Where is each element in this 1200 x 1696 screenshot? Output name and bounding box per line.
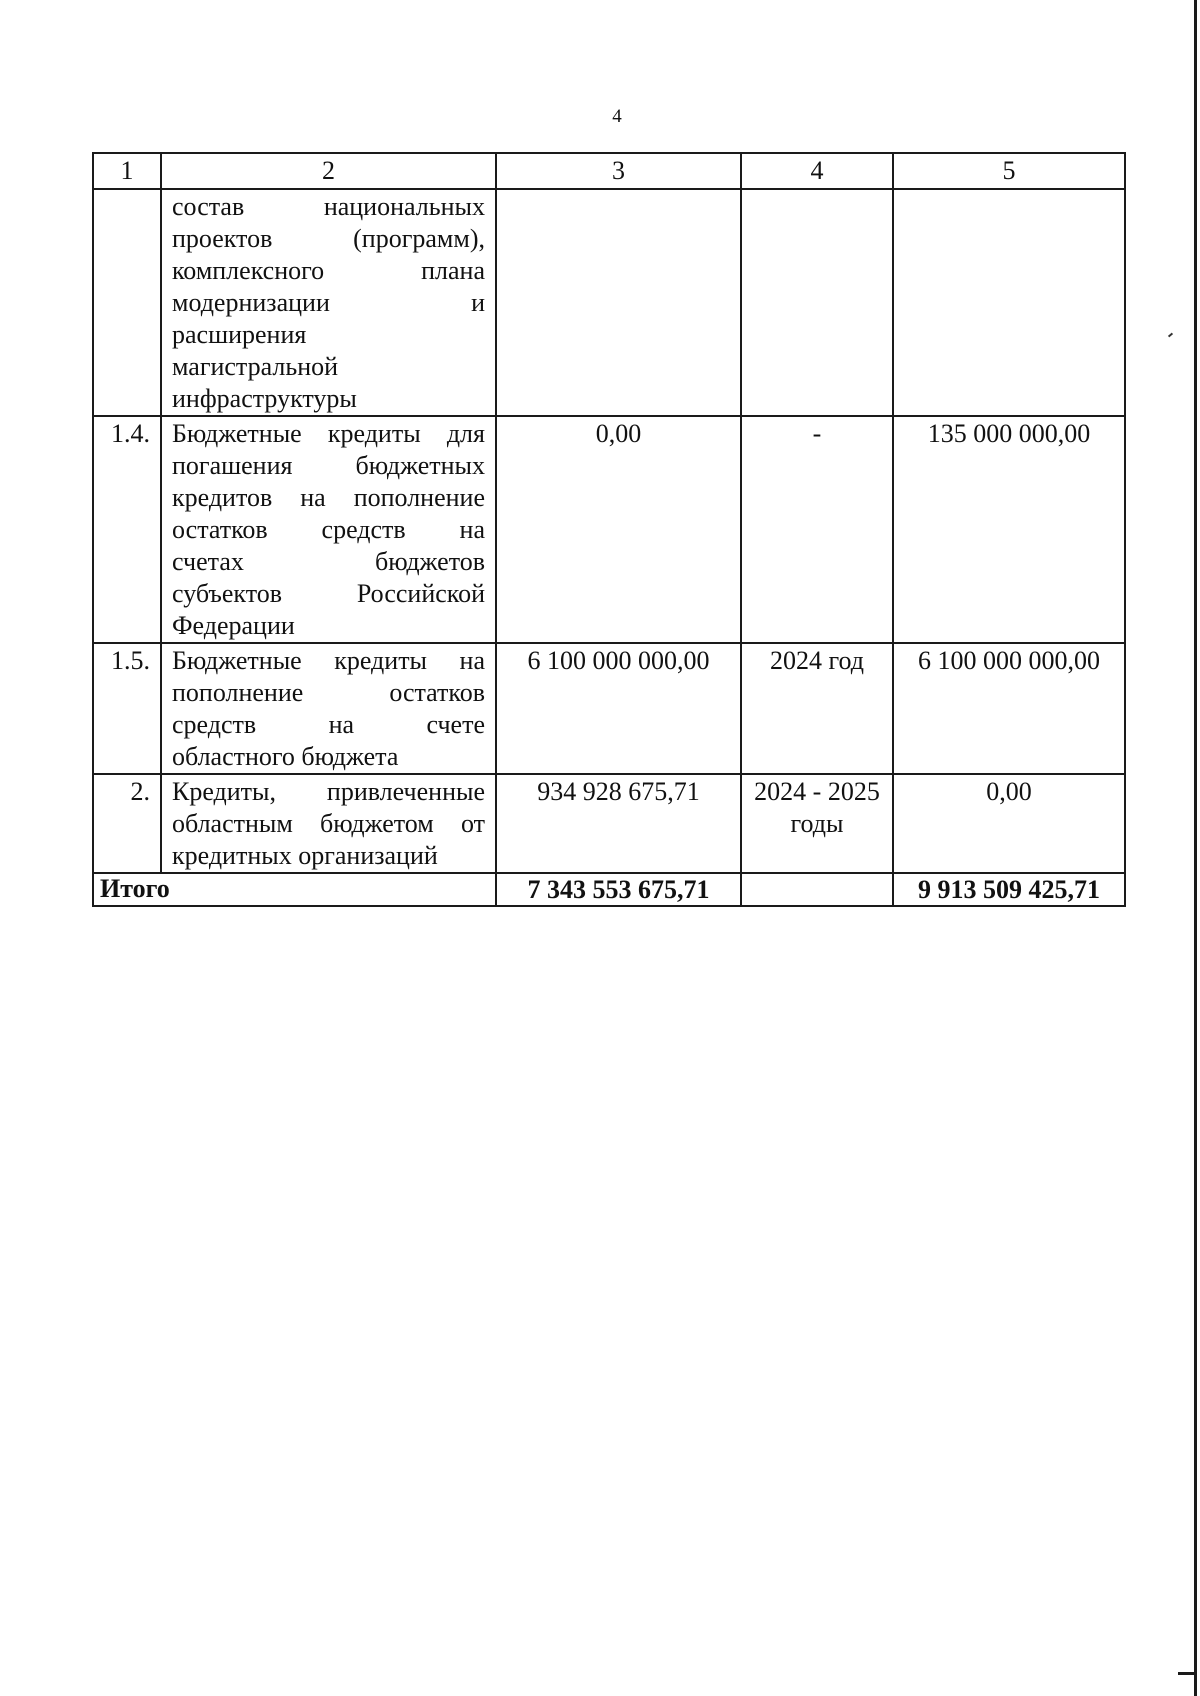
description-line: областного бюджета — [172, 742, 399, 771]
description-line: Кредиты, привлеченные — [172, 777, 485, 806]
row-amount-cell: 6 100 000 000,00 — [496, 643, 741, 774]
row-total-amount-cell — [893, 189, 1125, 416]
total-amount-col3: 7 343 553 675,71 — [496, 873, 741, 906]
header-cell-col3: 3 — [496, 153, 741, 189]
row-total-amount-cell: 135 000 000,00 — [893, 416, 1125, 643]
row-description-cell — [161, 774, 496, 873]
table-row — [93, 189, 1125, 416]
description-line: субъектов Российской — [172, 579, 485, 608]
row-period-cell — [741, 189, 893, 416]
description-line: областным бюджетом от — [172, 809, 485, 838]
scan-speck — [1168, 333, 1173, 338]
table-row — [93, 416, 1125, 643]
row-number-cell: 1.4. — [93, 416, 161, 643]
description-line: кредитов на пополнение — [172, 483, 485, 512]
table-row — [93, 643, 1125, 774]
description-line: модернизации и — [172, 288, 485, 317]
row-amount-cell: 934 928 675,71 — [496, 774, 741, 873]
row-description-cell — [161, 416, 496, 643]
description-line: пополнение остатков — [172, 678, 485, 707]
table-row — [93, 774, 1125, 873]
header-cell-col4: 4 — [741, 153, 893, 189]
description-line: Федерации — [172, 611, 295, 640]
description-line: комплексного плана — [172, 256, 485, 285]
description-line: Бюджетные кредиты на — [172, 646, 485, 675]
table-header-row — [93, 153, 1125, 189]
total-label: Итого — [93, 873, 496, 906]
header-cell-col1: 1 — [93, 153, 161, 189]
row-number-cell: 1.5. — [93, 643, 161, 774]
total-period-col4 — [741, 873, 893, 906]
description-line: Бюджетные кредиты для — [172, 419, 485, 448]
period-line: - — [812, 419, 822, 448]
total-row — [93, 873, 1125, 906]
row-number-cell — [93, 189, 161, 416]
row-description-cell — [161, 643, 496, 774]
description-line: счетах бюджетов — [172, 547, 485, 576]
row-number-cell: 2. — [93, 774, 161, 873]
row-period-cell — [741, 643, 893, 774]
period-line: 2024 год — [770, 646, 864, 675]
description-line: расширения — [172, 320, 307, 349]
period-line: 2024 - 2025 — [754, 777, 880, 806]
page-number: 4 — [612, 106, 622, 127]
description-line: остатков средств на — [172, 515, 485, 544]
total-amount-col5: 9 913 509 425,71 — [893, 873, 1125, 906]
description-line: магистральной — [172, 352, 339, 381]
description-line: проектов (программ), — [172, 224, 485, 253]
description-line: кредитных организаций — [172, 841, 438, 870]
description-line: инфраструктуры — [172, 384, 357, 413]
header-cell-col5: 5 — [893, 153, 1125, 189]
row-period-cell — [741, 774, 893, 873]
page-edge-line — [1194, 0, 1197, 1696]
row-total-amount-cell: 6 100 000 000,00 — [893, 643, 1125, 774]
row-total-amount-cell: 0,00 — [893, 774, 1125, 873]
description-line: состав национальных — [172, 192, 485, 221]
header-cell-col2: 2 — [161, 153, 496, 189]
page-edge-bracket — [1178, 1672, 1196, 1675]
period-line: годы — [790, 809, 844, 838]
description-line: погашения бюджетных — [172, 451, 485, 480]
row-period-cell — [741, 416, 893, 643]
budget-credits-table — [92, 152, 1126, 907]
description-line: средств на счете — [172, 710, 485, 739]
row-amount-cell — [496, 189, 741, 416]
row-description-cell — [161, 189, 496, 416]
row-amount-cell: 0,00 — [496, 416, 741, 643]
